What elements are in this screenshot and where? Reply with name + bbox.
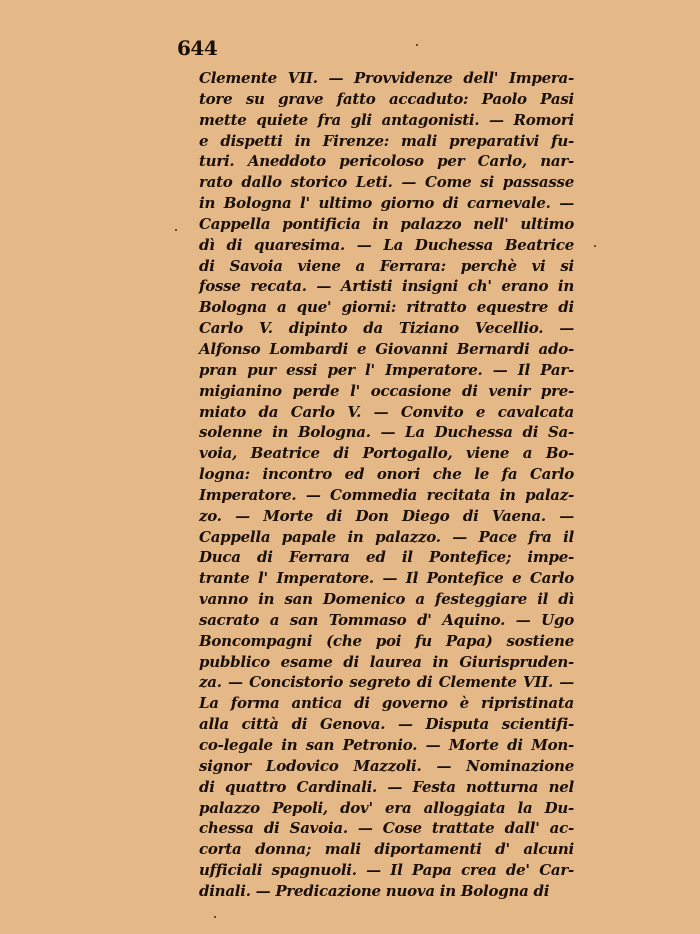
text-line: solenne in Bologna. — La Duchessa di Sa- xyxy=(199,423,574,442)
paper-speck xyxy=(214,916,216,918)
text-line: dinali. — Predicazione nuova in Bologna di xyxy=(199,881,550,900)
text-line: corta donna; mali diportamenti d' alcuni xyxy=(199,840,574,859)
text-line: Cappella pontificia in palazzo nell' ultimo xyxy=(199,214,574,233)
text-line: Boncompagni (che poi fu Papa) sostiene xyxy=(199,631,574,650)
paper-speck xyxy=(416,44,418,46)
text-line: pubblico esame di laurea in Giurispruden- xyxy=(199,652,574,671)
text-line: e dispetti in Firenze: mali preparativi fu- xyxy=(199,131,574,150)
text-line: pran pur essi per l' Imperatore. — Il Par- xyxy=(199,360,574,379)
text-line: tore su grave fatto accaduto: Paolo Pasi xyxy=(199,89,574,108)
text-line: palazzo Pepoli, dov' era alloggiata la Du- xyxy=(199,798,574,817)
text-line: La forma antica di governo è ripristinata xyxy=(199,694,574,713)
paper-speck xyxy=(175,229,177,231)
text-line: turi. Aneddoto pericoloso per Carlo, nar- xyxy=(199,152,574,171)
text-line: voia, Beatrice di Portogallo, viene a Bo- xyxy=(199,444,574,463)
text-line: Cappella papale in palazzo. — Pace fra il xyxy=(199,527,574,546)
text-line: Clemente VII. — Provvidenze dell' Impera- xyxy=(199,69,574,87)
text-line: sacrato a san Tommaso d' Aquino. — Ugo xyxy=(199,610,574,629)
text-line: signor Lodovico Mazzoli. — Nominazione xyxy=(199,756,574,775)
text-line: co-legale in san Petronio. — Morte di Mon- xyxy=(199,736,574,754)
text-line: alla città di Genova. — Disputa scientifi- xyxy=(199,715,574,734)
text-line: migianino perde l' occasione di venir pre- xyxy=(199,381,574,400)
text-line: rato dallo storico Leti. — Come si passasse xyxy=(199,173,574,192)
text-line: in Bologna l' ultimo giorno di carnevale. — xyxy=(199,194,574,213)
text-line: za. — Concistorio segreto di Clemente VII. — xyxy=(199,673,574,692)
text-line: ufficiali spagnuoli. — Il Papa crea de' Car- xyxy=(199,861,574,880)
text-line: Carlo V. dipinto da Tiziano Vecellio. — xyxy=(199,319,574,338)
text-line: Bologna a que' giorni: ritratto equestre di xyxy=(199,298,574,317)
text-line: fosse recata. — Artisti insigni ch' erano in xyxy=(199,277,574,296)
text-line: di Savoia viene a Ferrara: perchè vi si xyxy=(199,256,574,275)
text-line: logna: incontro ed onori che le fa Carlo xyxy=(199,465,574,484)
text-line: Imperatore. — Commedia recitata in palaz- xyxy=(199,485,574,504)
text-line: mette quiete fra gli antagonisti. — Romori xyxy=(199,110,574,129)
text-line: chessa di Savoia. — Cose trattate dall' ac- xyxy=(199,819,574,838)
text-line: trante l' Imperatore. — Il Pontefice e Carlo xyxy=(199,569,574,588)
text-line: miato da Carlo V. — Convito e cavalcata xyxy=(199,402,574,421)
text-line: Alfonso Lombardi e Giovanni Bernardi ado- xyxy=(199,339,574,358)
text-line: Duca di Ferrara ed il Pontefice; impe- xyxy=(199,548,574,567)
text-line: zo. — Morte di Don Diego di Vaena. — xyxy=(199,506,574,525)
text-line: dì di quaresima. — La Duchessa Beatrice xyxy=(199,235,574,254)
text-line: di quattro Cardinali. — Festa notturna nel xyxy=(199,777,574,796)
text-line: vanno in san Domenico a festeggiare il dì xyxy=(199,590,574,609)
page-number: 644 xyxy=(177,36,218,60)
paper-speck xyxy=(594,245,596,247)
summary-paragraph xyxy=(199,68,574,902)
